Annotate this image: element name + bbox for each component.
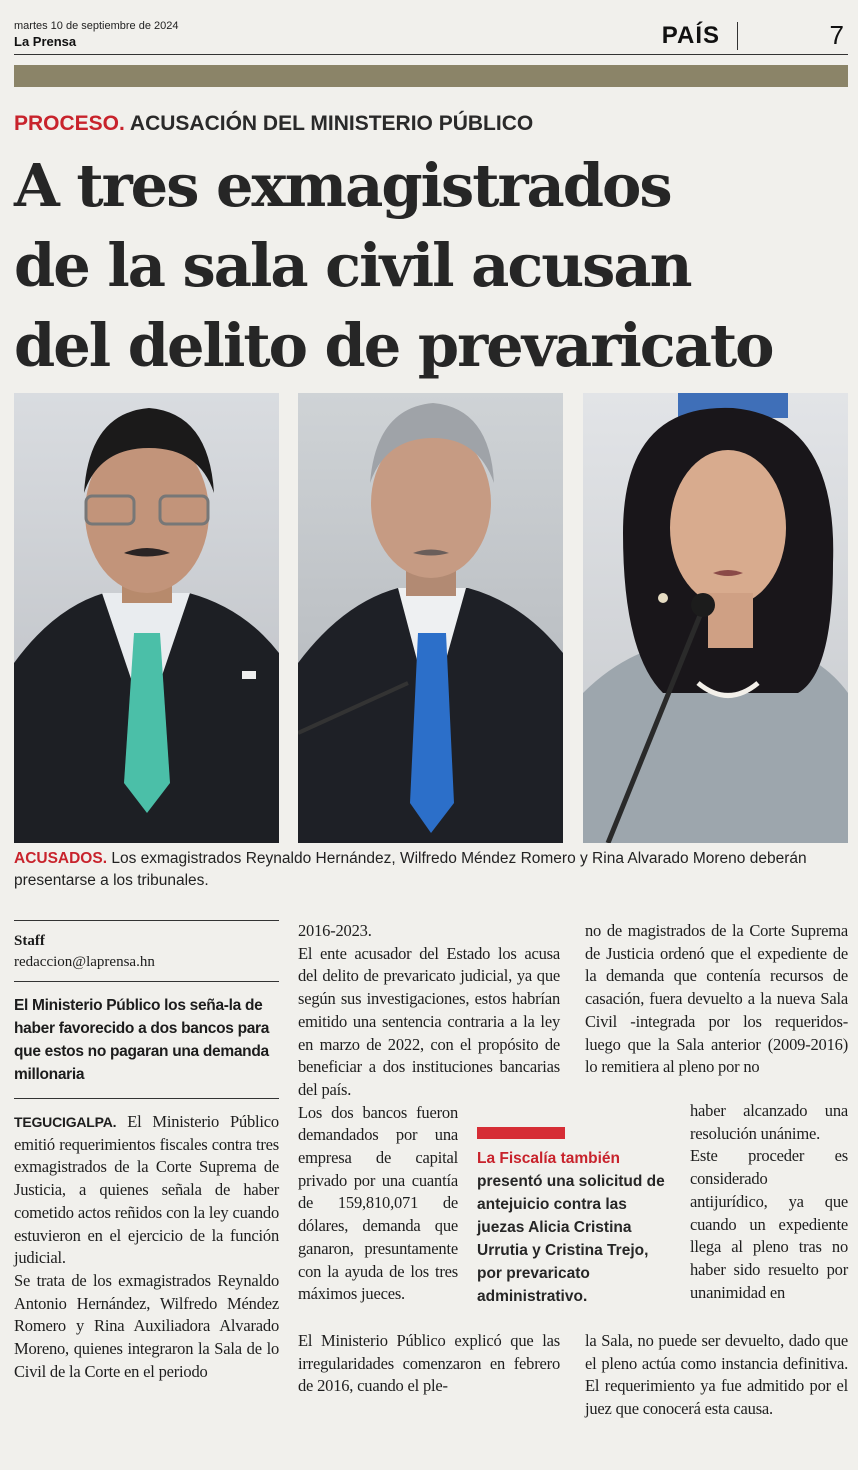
paragraph-text: El Ministerio Público emitió requerimientos fiscales contra tres exmagistrados de la Corte Suprema de Justicia, a quienes señala de haber cometido actos reñidos con la ley cuando estuvieron en el ejercicio de la función judicial. — [14, 1112, 279, 1268]
photo-caption — [14, 848, 848, 892]
pull-quote-text — [477, 1147, 673, 1308]
issue-date: martes 10 de septiembre de 2024 — [14, 20, 179, 32]
header-separator — [737, 22, 738, 50]
portrait-wilfredo-mendez-icon — [298, 393, 563, 843]
paragraph: no de magistrados de la Corte Suprema de Justicia ordenó que el expediente de la demanda que contenía recursos de casación, fuera devuelto a la nueva Sala Civil -integrada por los requeridos- luego que la Sala anterior (2009-2016) lo remitiera al pleno por no — [585, 921, 848, 1077]
byline-rule — [14, 920, 279, 921]
article-body-col1 — [14, 1111, 279, 1383]
photo-wilfredo-mendez — [298, 393, 563, 843]
kicker-label: PROCESO. — [14, 112, 125, 135]
article-column-2-bottom — [298, 1330, 560, 1398]
photo-reynaldo-hernandez — [14, 393, 279, 843]
caption-label: ACUSADOS. — [14, 850, 108, 867]
pull-quote-body: presentó una solicitud de antejuicio contra las juezas Alicia Cristina Urrutia y Cristina Trejo, por prevaricato administrativo. — [477, 1173, 665, 1305]
paragraph: Se trata de los exmagistrados Reynaldo Antonio Hernández, Wilfredo Méndez Romero y Rina Auxiliadora Alvarado Moreno, quienes integraron la Sala de lo Civil de la Corte en el periodo — [14, 1270, 279, 1381]
kicker-text: ACUSACIÓN DEL MINISTERIO PÚBLICO — [129, 112, 534, 135]
headline — [14, 146, 848, 386]
dateline-city: TEGUCIGALPA. — [14, 1114, 117, 1130]
article-column-3-bottom — [585, 1330, 848, 1421]
article-column-1 — [14, 920, 279, 1383]
header-rule — [14, 54, 848, 55]
paragraph: El ente acusador del Estado los acusa del delito de prevaricato judicial, ya que según sus investigaciones, estos habrían emitido una sentencia contraria a la ley en marzo de 2022, con el propósito de beneficiar a dos instituciones bancarias del país. — [298, 943, 560, 1099]
paragraph: haber alcanzado una resolución unánime. — [690, 1101, 848, 1143]
section-bar — [14, 65, 848, 87]
paragraph: 2016-2023. — [298, 921, 372, 940]
caption-text: Los exmagistrados Reynaldo Hernández, Wilfredo Méndez Romero y Rina Alvarado Moreno deberán presentarse a los tribunales. — [14, 850, 807, 889]
article-lead: El Ministerio Público los seña-la de haber favorecido a dos bancos para que estos no pagaran una demanda millonaria — [14, 981, 279, 1096]
byline-email[interactable]: redaccion@laprensa.hn — [14, 954, 155, 970]
paragraph — [14, 1111, 279, 1270]
paragraph: la Sala, no puede ser devuelto, dado que el pleno actúa como instancia definitiva. El requerimiento ya fue admitido por el juez que conocerá esta causa. — [585, 1331, 848, 1419]
page-header — [14, 18, 848, 52]
paragraph: Este proceder es considerado antijurídico, ya que cuando un expediente llega al pleno tras no haber sido resuelto por unanimidad en — [690, 1146, 848, 1302]
kicker — [14, 112, 533, 136]
article-column-3 — [585, 920, 848, 1079]
publication-name: La Prensa — [14, 34, 77, 49]
pull-quote-highlight: La Fiscalía también — [477, 1150, 620, 1167]
article-column-3-side — [690, 1100, 848, 1304]
byline-author: Staff — [14, 933, 45, 949]
headline-line: de la sala civil acusan — [14, 231, 691, 300]
paragraph: Los dos bancos fueron demandados por una empresa de capital privado por una cuantía de 159,810,071 de dólares, demanda que ganaron, presuntamente con la ayuda de los tres máximos jueces. — [298, 1102, 458, 1304]
portrait-reynaldo-hernandez-icon — [14, 393, 279, 843]
lead-rule — [14, 1098, 279, 1099]
pull-quote-bar — [477, 1127, 565, 1139]
portrait-rina-alvarado-icon — [583, 393, 848, 843]
page-number: 7 — [829, 20, 844, 50]
headline-line: del delito de prevaricato — [14, 311, 773, 380]
paragraph: El Ministerio Público explicó que las irregularidades comenzaron en febrero de 2016, cuando el ple- — [298, 1331, 560, 1396]
section-name: PAÍS — [661, 22, 720, 49]
photo-rina-alvarado — [583, 393, 848, 843]
pull-quote — [477, 1127, 673, 1308]
headline-line: A tres exmagistrados — [14, 151, 671, 220]
